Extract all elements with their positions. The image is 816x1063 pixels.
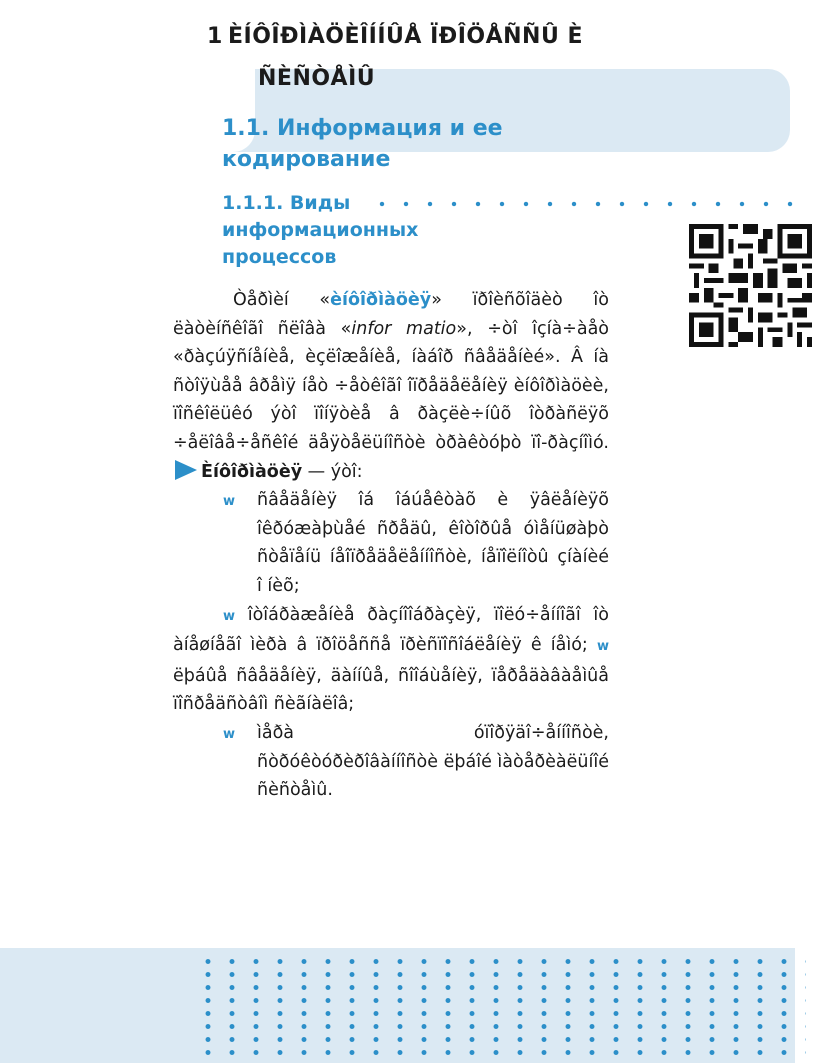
body-text [173, 286, 609, 805]
latin-term: infor matio [351, 318, 457, 339]
list-item: w îòîáðàæåíèå ðàçíîîáðàçèÿ, ïîëó÷åííîãî îò àíåøíåãî ìèðà â ïðîöåññå ïðèñïîñîáëåíèÿ ê íåìó; w ëþáûå ñâåäåíèÿ, äàííûå, ñîîáùåíèÿ, ïåðåäàâàåìûå ïîñðåäñòâîì ñèãíàëîâ; [173, 604, 609, 715]
keyword-term: èíôîðìàöèÿ [330, 290, 432, 310]
dotted-leader [370, 197, 810, 211]
bullet-marker: w [223, 494, 236, 510]
dot-pattern [196, 955, 806, 1063]
bullet-marker: w [596, 639, 609, 655]
subsection-heading: 1.1.1. Виды информационных процессов [222, 192, 419, 268]
chapter-title-line1: ÈÍÔÎÐÌÀÖÈÎÍÍÛÅ ÏÐÎÖÅÑÑÛ È [228, 24, 583, 49]
definition-term: Èíôîðìàöèÿ [201, 461, 303, 482]
top-band-notch [0, 69, 255, 152]
list-item: w ñâåäåíèÿ îá îáúåêòàõ è ÿâëåíèÿõ îêðóæàþùåé ñðåäû, êîòîðûå óìåíüøàþò ñòåïåíü íåîïðåäåëåííîñòè, íåïîëíîòû çíàíèé î íèõ; [223, 490, 609, 596]
triangle-pointer-icon [175, 460, 197, 480]
intro-paragraph: Òåðìèí «èíôîðìàöèÿ» ïðîèñõîäèò îò ëàòèíñêîãî ñëîâà «infor matio», ÷òî îçíà÷àåò «ðàçúÿñíåíèå, èçëîæåíèå, íàáîð ñâåäåíèé». Â íà ñòîÿùåå âðåìÿ íåò ÷åòêîãî îïðåäåëåíèÿ èíôîðìàöèè, ïîñêîëüêó ýòî ïîíÿòèå â ðàçëè÷íûõ îòðàñëÿõ ÷åëîâå÷åñêîé äåÿòåëüíîñòè òðàêòóþò ïî-ðàçíîìó.Èíôîðìàöèÿ — ýòî: [173, 290, 610, 482]
bullet-marker: w [223, 726, 236, 742]
chapter-title [228, 16, 608, 100]
qr-code-icon [688, 224, 813, 347]
bullet-marker: w [223, 608, 236, 624]
chapter-number: 1 [207, 24, 223, 49]
section-heading: 1.1. Информация и ее кодирование [222, 116, 503, 172]
chapter-title-line2: ÑÈÑÒÅÌÛ [258, 66, 376, 91]
list-item: w ìåðà óïîðÿäî÷åííîñòè, ñòðóêòóðèðîâàííîñòè ëþáîé ìàòåðèàëüíîé ñèñòåìû. [223, 722, 609, 801]
